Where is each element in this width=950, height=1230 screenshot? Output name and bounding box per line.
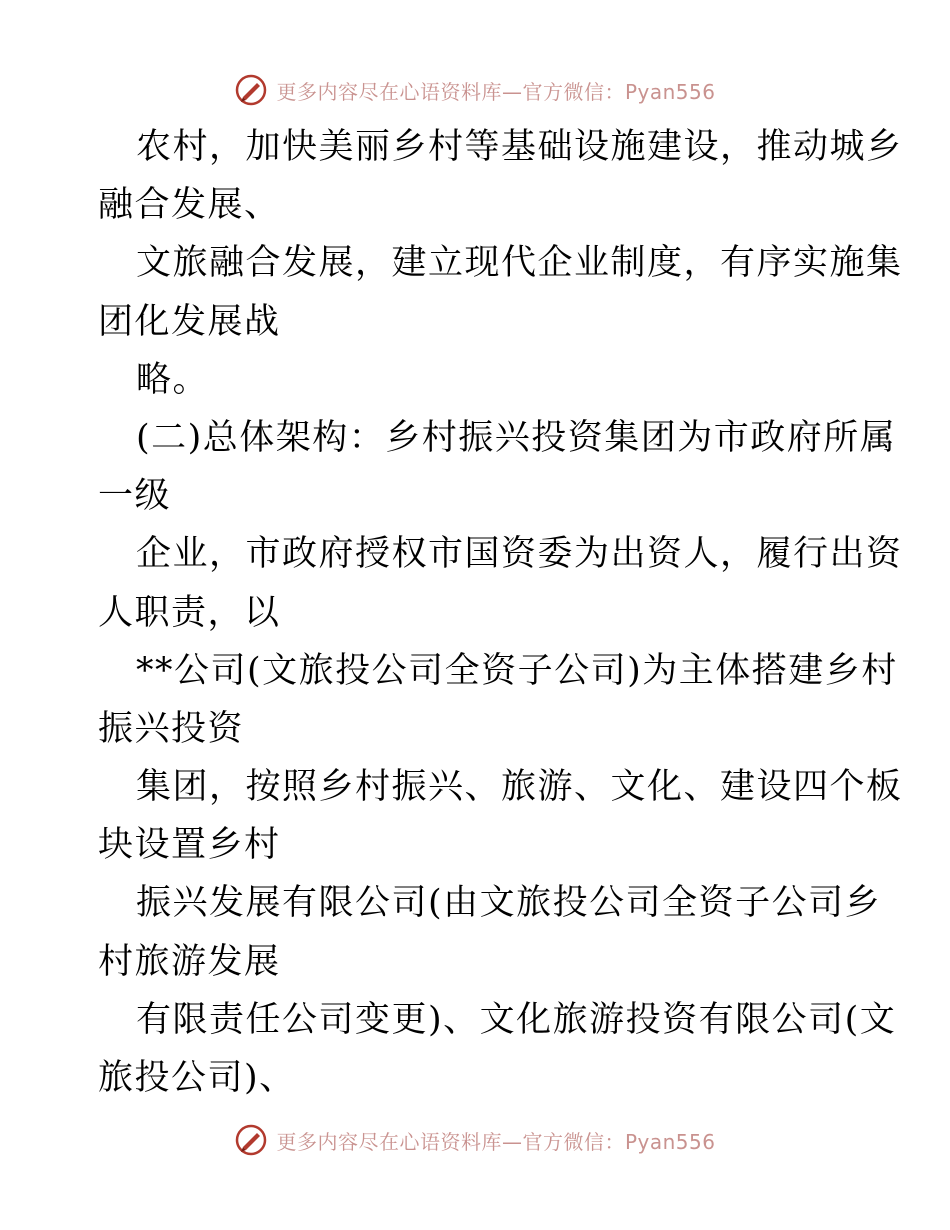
text-line: 融合发展、 [98,185,281,226]
watermark-text: 更多内容尽在心语资料库—官方微信：Pyan556 [276,1129,716,1154]
text-line: 一级 [98,476,172,517]
text-line: 企业，市政府授权市国资委为出资人，履行出资 [136,534,903,575]
text-line: 集团，按照乡村振兴、旅游、文化、建设四个板 [136,767,903,808]
footer-watermark [0,1120,950,1160]
watermark-text: 更多内容尽在心语资料库—官方微信：Pyan556 [276,79,716,104]
pen-seal-icon [234,1123,268,1157]
text-line: 人职责，以 [98,592,281,633]
text-line: **公司(文旅投公司全资子公司)为主体搭建乡村 [136,650,898,691]
text-line: 振兴投资 [98,708,245,749]
document-body [98,118,903,1107]
section-heading-line: (二)总体架构：乡村振兴投资集团为市政府所属 [136,417,897,458]
text-line: 略。 [136,359,210,400]
text-line: 块设置乡村 [98,825,281,866]
text-line: 旅投公司)、 [98,1058,296,1098]
text-line: 有限责任公司变更)、文化旅游投资有限公司(文 [136,999,897,1040]
text-line: 农村，加快美丽乡村等基础设施建设，推动城乡 [136,127,903,167]
text-line: 振兴发展有限公司(由文旅投公司全资子公司乡 [136,883,882,924]
text-line: 村旅游发展 [98,941,281,982]
pen-seal-icon [234,73,268,107]
text-line: 文旅融合发展，建立现代企业制度，有序实施集 [136,243,903,284]
header-watermark [0,70,950,110]
text-line: 团化发展战 [98,301,281,342]
